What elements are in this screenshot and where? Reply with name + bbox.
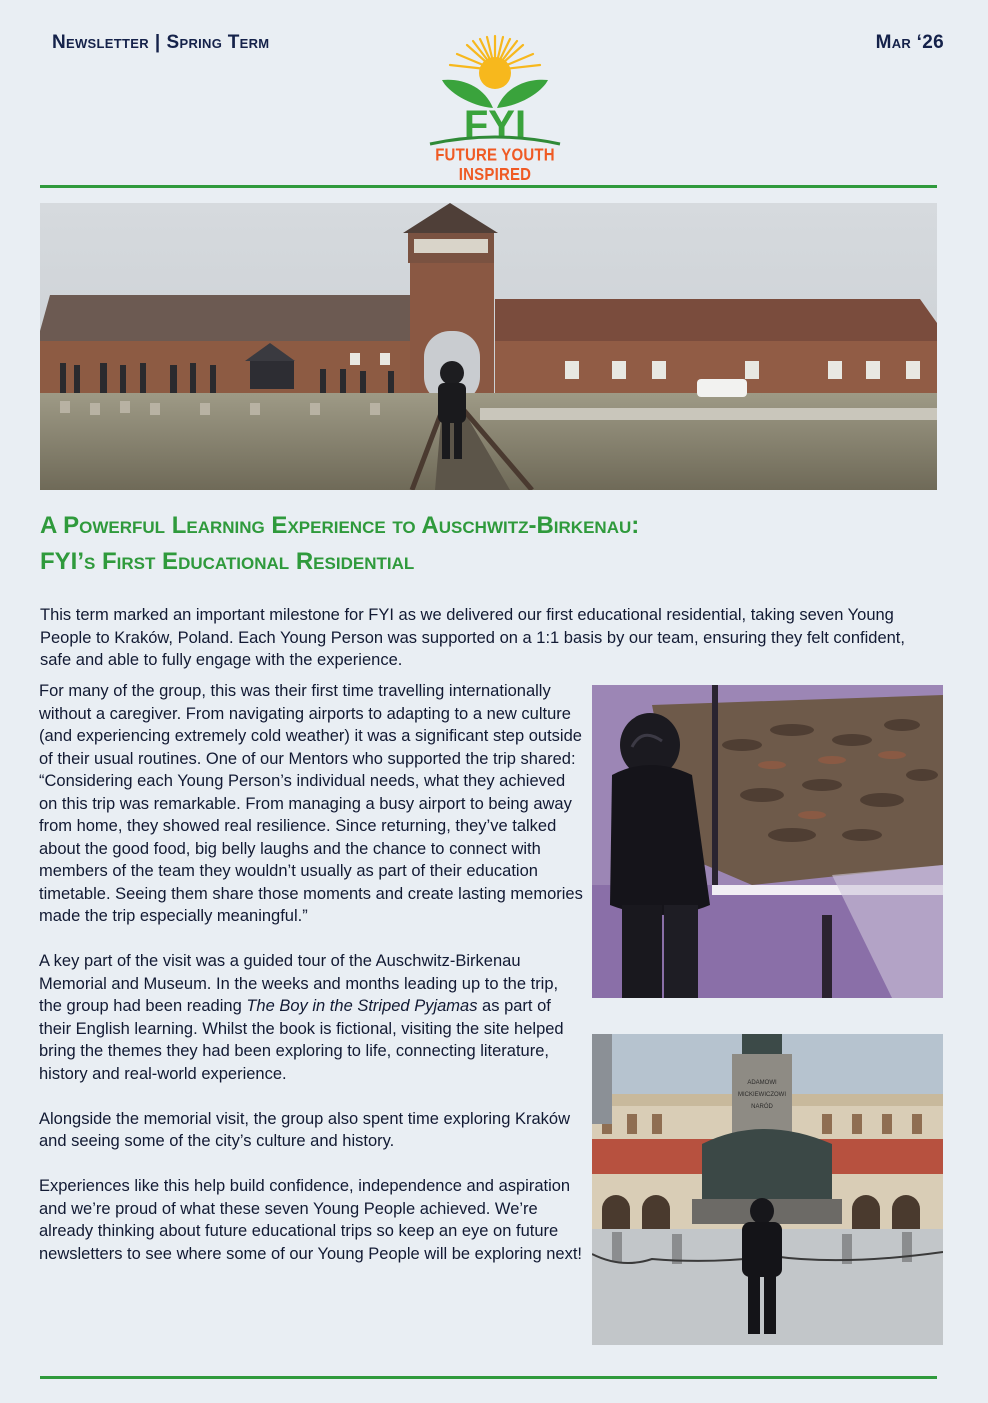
paragraph-closing: Experiences like this help build confidence, independence and aspiration and we’re proud of what these seven Young People achieved. We’re already thinking about future educational trips so keep an eye on future newsletters to see where some of our Young People will be exploring next! — [39, 1177, 582, 1263]
intro-paragraph: This term marked an important milestone for FYI as we delivered our first educational residential, taking seven Young People to Kraków, Poland. Each Young Person was supported on a 1:1 basis by our team, ensuring they felt confident, safe and able to fully engage with the experience. — [40, 606, 905, 669]
logo-name: FUTURE YOUTH INSPIRED — [435, 145, 555, 185]
hero-photo-birkenau-gate — [40, 203, 937, 490]
logo-graphic — [400, 30, 590, 150]
svg-text:ADAMOWI: ADAMOWI — [747, 1080, 777, 1086]
header-separator: | — [154, 32, 161, 53]
term-label: Spring Term — [166, 32, 270, 53]
top-divider — [40, 185, 937, 188]
issue-date: Mar ‘26 — [875, 32, 944, 53]
paragraph-krakow: Alongside the memorial visit, the group also spent time exploring Kraków and seeing some of the city’s culture and history. — [39, 1109, 571, 1150]
paragraph-guided-tour — [39, 950, 584, 1085]
svg-text:NARÓD: NARÓD — [751, 1104, 773, 1110]
bottom-divider — [40, 1376, 937, 1379]
book-title: The Boy in the Striped Pyjamas — [246, 997, 478, 1015]
newsletter-title: Newsletter — [52, 32, 149, 53]
photo-krakow-monument — [592, 1034, 943, 1345]
newsletter-label — [52, 32, 269, 54]
article-body — [39, 680, 584, 1265]
paragraph-mentor-quote: For many of the group, this was their first time travelling internationally without a caregiver. From navigating airports to adapting to a new culture (and experiencing extremely cold weather) it was a significant step outside of their usual routines. One of our Mentors who supported the trip shared: “Considering each Young Person’s individual needs, what they achieved on this trip was remarkable. From managing a busy airport to being away from home, they showed real resilience. Since returning, they’ve talked about the good food, big belly laughs and the chance to connect with members of the team they wouldn’t usually as part of their education timetable. Seeing them share those moments and create lasting memories made the trip especially meaningful.” — [39, 682, 583, 925]
fyi-logo — [400, 30, 590, 185]
headline-line-1: A Powerful Learning Experience to Auschwitz-Birkenau: — [40, 512, 640, 539]
photo-museum-exhibit — [592, 685, 943, 998]
logo-initials: FYI — [463, 103, 527, 147]
headline-line-2: FYI’s First Educational Residential — [40, 548, 415, 575]
svg-text:MICKIEWICZOWI: MICKIEWICZOWI — [738, 1092, 786, 1098]
paragraph-guided-tour-text-1: A key part of the visit was a guided tour of the Auschwitz-Birkenau Memorial and Museum. In the weeks and months leading up to the trip, the group had been reading — [39, 952, 559, 1015]
article-headline — [40, 508, 940, 580]
paragraph-guided-tour-text-2: as part of their English learning. Whilst the book is fictional, visiting the site helped bring the themes they had been exploring to life, connecting literature, history and real-world experience. — [39, 997, 564, 1083]
